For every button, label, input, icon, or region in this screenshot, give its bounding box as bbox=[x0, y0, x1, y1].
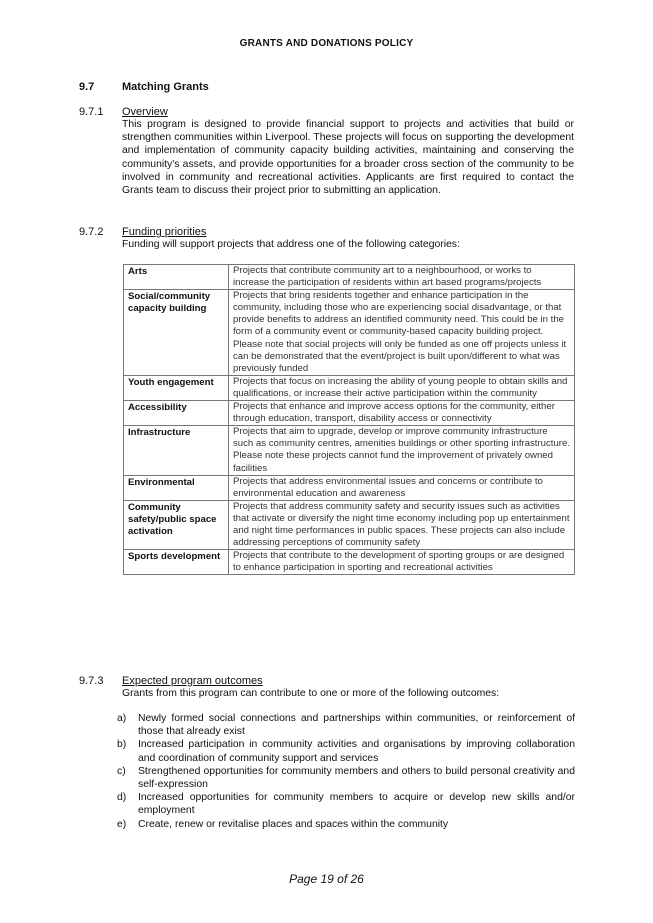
list-item bbox=[117, 712, 575, 738]
priorities-intro: Funding will support projects that address one of the following categories: bbox=[122, 239, 460, 250]
table-row bbox=[124, 426, 575, 475]
table-row bbox=[124, 290, 575, 376]
description-cell: Projects that contribute to the development of sporting groups or are designed to enhance participation in sporting and recreational activities bbox=[229, 550, 575, 575]
list-letter: b) bbox=[117, 739, 127, 751]
table-row bbox=[124, 550, 575, 575]
overview-heading: Overview bbox=[122, 106, 168, 118]
outcomes-heading: Expected program outcomes bbox=[122, 675, 263, 687]
priorities-number: 9.7.2 bbox=[79, 226, 104, 238]
list-item bbox=[117, 765, 575, 791]
table-row bbox=[124, 401, 575, 426]
page-number: Page 19 of 26 bbox=[289, 872, 364, 886]
category-cell: Youth engagement bbox=[124, 375, 229, 400]
outcomes-intro: Grants from this program can contribute to one or more of the following outcomes: bbox=[122, 688, 500, 699]
list-text: Newly formed social connections and partnerships within communities, or reinforcement of those that already exist bbox=[138, 713, 575, 738]
outcomes-number: 9.7.3 bbox=[79, 675, 104, 687]
priorities-heading: Funding priorities bbox=[122, 226, 207, 238]
list-letter: d) bbox=[117, 792, 127, 804]
overview-number: 9.7.1 bbox=[79, 106, 104, 118]
overview-paragraph: This program is designed to provide financial support to projects and activities that build or strengthen communities within Liverpool. These projects will focus on supporting the development and implementation of community capacity building activities, maintaining and conserving the community's assets, and provide opportunities for a broader cross section of the community to be involved in community and recreational activities. Applicants are first required to contact the Grants team to discuss their project prior to submitting an application. bbox=[122, 119, 574, 197]
category-cell: Environmental bbox=[124, 475, 229, 500]
funding-priorities-table bbox=[123, 264, 575, 575]
document-header: GRANTS AND DONATIONS POLICY bbox=[239, 38, 414, 49]
section-number: 9.7 bbox=[79, 81, 95, 93]
table-row bbox=[124, 500, 575, 549]
list-item bbox=[117, 791, 575, 817]
list-text: Strengthened opportunities for community members and others to build personal creativity and self-expression bbox=[138, 765, 575, 791]
category-cell: Community safety/public space activation bbox=[124, 500, 229, 549]
category-cell: Infrastructure bbox=[124, 426, 229, 475]
list-item bbox=[117, 818, 575, 831]
description-cell: Projects that focus on increasing the ability of young people to obtain skills and qualifications, or increase their active participation within the community bbox=[229, 375, 575, 400]
list-letter: a) bbox=[117, 713, 127, 724]
table-row bbox=[124, 475, 575, 500]
list-text: Increased opportunities for community members to acquire or develop new skills and/or employment bbox=[138, 792, 575, 817]
outcomes-list bbox=[117, 712, 575, 831]
category-cell: Sports development bbox=[124, 550, 229, 575]
description-cell: Projects that bring residents together and enhance participation in the community, including those who are experiencing social disadvantage, or that provide benefits to address an identified community need. This could be in the form of a community event or community-based capacity building project. Please note that social projects will only be funded as one off projects unless it can be demonstrated that the event/project is built upon/different to what was previously funded bbox=[229, 290, 575, 376]
description-cell: Projects that address environmental issues and concerns or contribute to environmental education and awareness bbox=[229, 475, 575, 500]
category-cell: Social/community capacity building bbox=[124, 290, 229, 376]
category-cell: Arts bbox=[124, 265, 229, 290]
description-cell: Projects that address community safety and security issues such as activities that activate or diversify the night time economy including pop up entertainment and night time performances in public spaces. These projects can also include addressing perceptions of community safety bbox=[229, 500, 575, 549]
list-letter: c) bbox=[117, 765, 126, 777]
description-cell: Projects that aim to upgrade, develop or improve community infrastructure such as community centres, amenities buildings or other sporting infrastructure. Please note these projects cannot fund the improvement of privately owned facilities bbox=[229, 426, 575, 475]
table-row bbox=[124, 375, 575, 400]
description-cell: Projects that contribute community art to a neighbourhood, or works to increase the participation of residents within art based programs/projects bbox=[229, 265, 575, 290]
description-cell: Projects that enhance and improve access options for the community, either through education, transport, disability access or connectivity bbox=[229, 401, 575, 426]
category-cell: Accessibility bbox=[124, 401, 229, 426]
section-title: Matching Grants bbox=[122, 81, 209, 93]
list-text: Create, renew or revitalise places and spaces within the community bbox=[138, 818, 449, 830]
list-item bbox=[117, 738, 575, 764]
list-letter: e) bbox=[117, 818, 127, 830]
table-row bbox=[124, 265, 575, 290]
list-text: Increased participation in community activities and organisations by improving collaboration and coordination of community support and services bbox=[138, 739, 575, 764]
